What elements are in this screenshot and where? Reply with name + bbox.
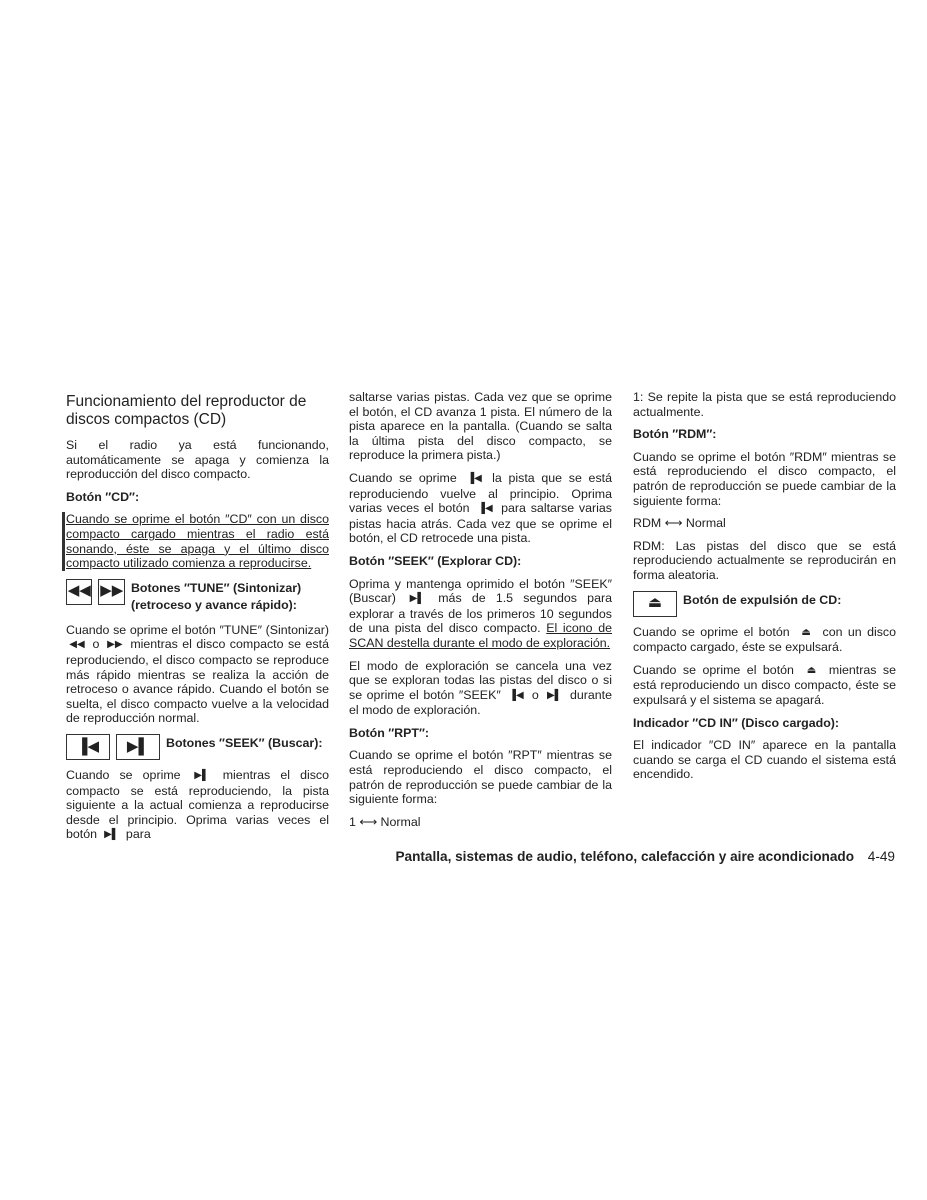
scan-paragraph — [349, 577, 612, 651]
eject-icon: ⏏ — [806, 664, 817, 676]
eject2-text-a: Cuando se oprime el botón — [633, 662, 794, 677]
rdm-paragraph: Cuando se oprime el botón ″RDM″ mientras se está reproduciendo el disco compacto, el patrón de reproducción se puede cambiar de la siguiente forma: — [633, 449, 896, 508]
scan-cancel-a: El modo de exploración se cancela una vez que se exploran todas las pistas del disco o si se oprime el botón ″SEEK″ — [349, 658, 612, 702]
seek-text-b: mientras el disco compacto se está reproduciendo, la pista siguiente a la actual comienza a reproducirse desde el principio. Oprima varias veces el botón — [66, 767, 329, 842]
scan-text-b: más de 1.5 segundos para explorar a través de los primeros 10 segundos de una pista del disco compacto. — [349, 591, 612, 636]
next-track-button-icon: ▶▌ — [116, 734, 160, 760]
eject-button-row — [633, 591, 896, 617]
tune-text-o: o — [92, 637, 100, 652]
rpt-sequence: 1 ⟷ Normal — [349, 814, 421, 829]
tune-text-b: mientras el disco compacto se está reproduciendo, el disco compacto se reproduce más rápido mientras se realiza la acción de retroceso o avance rápido. Cuando el botón se suelta, el disco compacto vuelve a la velocidad de reproducción normal. — [66, 637, 329, 726]
seek-text-c: para — [125, 827, 151, 842]
column-3 — [633, 390, 896, 790]
scan-cancel-b: durante el modo de exploración. — [349, 687, 612, 718]
tune-paragraph — [66, 623, 329, 726]
rdm-sequence: RDM ⟷ Normal — [633, 516, 726, 531]
scan-cancel-o: o — [531, 687, 539, 702]
cd-in-paragraph: El indicador ″CD IN″ aparece en la pantalla cuando se carga el CD cuando el sistema está encendido. — [633, 738, 896, 782]
scan-cancel-paragraph — [349, 659, 612, 718]
previous-text-a: Cuando se oprime — [349, 470, 457, 485]
next-track-icon: ▶▌ — [409, 593, 425, 605]
fast-forward-icon: ▶▶ — [107, 639, 123, 651]
scan-heading: Botón ″SEEK″ (Explorar CD): — [349, 553, 522, 568]
scan-text-a: Oprima y mantenga oprimido el botón ″SEEK″ (Buscar) — [349, 576, 612, 606]
seek-paragraph — [66, 768, 329, 843]
column-1 — [66, 390, 329, 851]
cd-in-heading: Indicador ″CD IN″ (Disco cargado): — [633, 715, 840, 730]
next-track-icon: ▶▌ — [546, 689, 562, 701]
eject1-text-b: con un disco compacto cargado, éste se expulsará. — [633, 624, 896, 655]
previous-track-icon: ▐◀ — [467, 472, 482, 484]
next-track-icon: ▶▌ — [194, 769, 210, 781]
eject-button-label: Botón de expulsión de CD: — [683, 592, 842, 607]
eject1-text-a: Cuando se oprime el botón — [633, 624, 790, 639]
previous-track-button-icon: ▐◀ — [66, 734, 110, 760]
seek-text-a: Cuando se oprime — [66, 767, 181, 782]
eject-paragraph-2 — [633, 663, 896, 708]
seek-buttons-row — [66, 734, 329, 760]
eject-icon: ⏏ — [801, 626, 811, 638]
skip-paragraph: saltarse varias pistas. Cada vez que se oprime el botón, el CD avanza 1 pista. El número de la pista aparece en la pantalla. (Cuando se salta la última pista del disco compacto, se reproduce la primera pista.) — [349, 390, 612, 463]
intro-paragraph: Si el radio ya está funcionando, automáticamente se apaga y comienza la reproducción del disco compacto. — [66, 438, 329, 482]
repeat-description: 1: Se repite la pista que se está reproduciendo actualmente. — [633, 390, 896, 419]
rewind-icon: ◀◀ — [69, 639, 85, 651]
scan-text-c: El icono de SCAN destella durante el modo de exploración. — [349, 621, 612, 650]
column-2 — [349, 390, 612, 837]
rpt-paragraph: Cuando se oprime el botón ″RPT″ mientras se está reproduciendo el disco compacto, el patrón de reproducción se puede cambiar de la siguiente forma: — [349, 748, 612, 807]
rpt-heading: Botón ″RPT″: — [349, 725, 430, 740]
page-number: 4-49 — [867, 849, 895, 864]
footer-section-title: Pantalla, sistemas de audio, teléfono, calefacción y aire acondicionado — [395, 849, 854, 864]
rdm-heading: Botón ″RDM″: — [633, 427, 717, 442]
section-heading: Funcionamiento del reproductor de discos compactos (CD) — [66, 393, 307, 428]
seek-buttons-label: Botones ″SEEK″ (Buscar): — [166, 735, 323, 750]
eject2-text-b: mientras se está reproduciendo un disco compacto, éste se expulsará y el sistema se apagará. — [633, 662, 896, 707]
rewind-button-icon: ◀◀ — [66, 579, 92, 605]
previous-track-icon: ▐◀ — [508, 689, 524, 701]
fast-forward-button-icon: ▶▶ — [98, 579, 124, 605]
next-track-icon: ▶▌ — [104, 829, 119, 841]
tune-text-a: Cuando se oprime el botón ″TUNE″ (Sintonizar) — [66, 622, 329, 637]
tune-buttons-label: Botones ″TUNE″ (Sintonizar) (retroceso y avance rápido): — [130, 580, 302, 613]
cd-button-heading: Botón ″CD″: — [66, 489, 140, 504]
page-footer — [370, 849, 895, 864]
previous-text-b: la pista que se está reproduciendo vuelve al principio. Oprima varias veces el botón — [349, 470, 612, 516]
eject-paragraph-1 — [633, 625, 896, 655]
eject-button-icon: ⏏ — [633, 591, 677, 617]
tune-buttons-row — [66, 579, 329, 615]
previous-track-icon: ▐◀ — [477, 503, 493, 515]
rdm-description: RDM: Las pistas del disco que se está reproduciendo actualmente se reproducirán en forma aleatoria. — [633, 538, 896, 582]
previous-paragraph — [349, 471, 612, 546]
cd-button-text: Cuando se oprime el botón ″CD″ con un disco compacto cargado mientras el radio está sonando, éste se apaga y el último disco compacto utilizado comienza a reproducirse. — [62, 512, 329, 570]
previous-text-c: para saltarse varias pistas hacia atrás. Cada vez que se oprime el botón, el CD retrocede una pista. — [349, 501, 612, 546]
